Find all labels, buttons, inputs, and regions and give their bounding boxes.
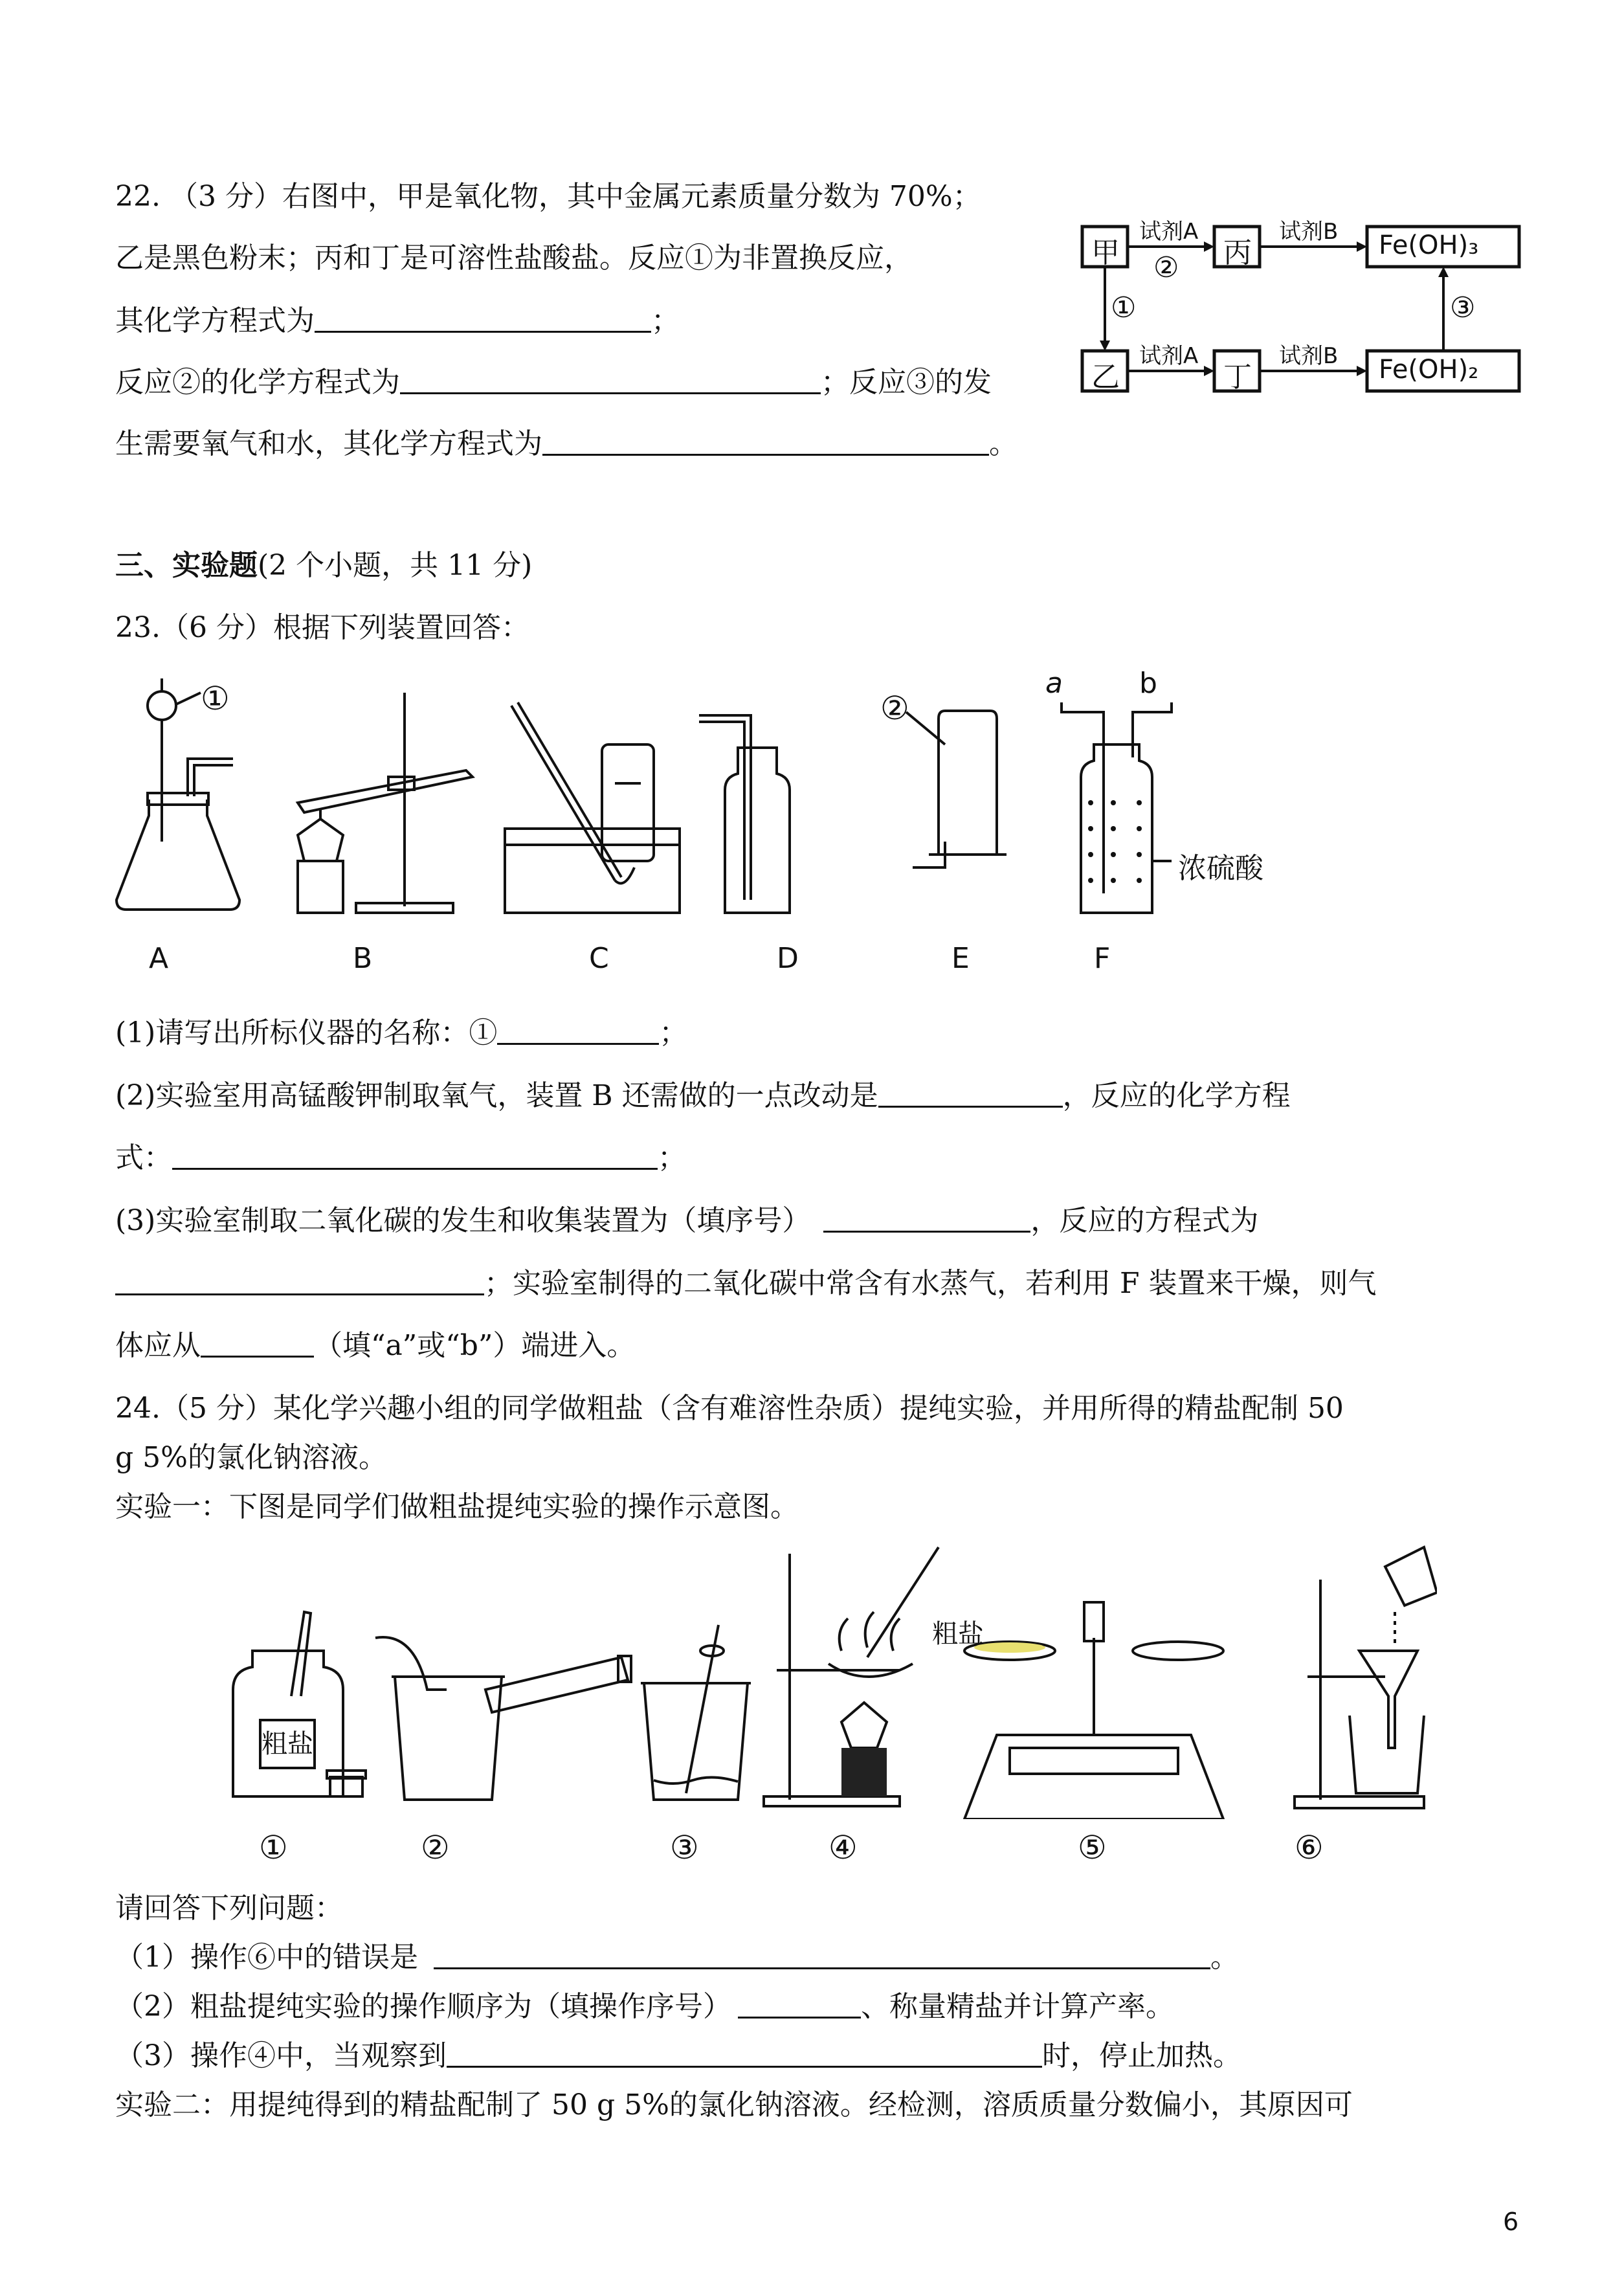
section-3-title-rest: (2 个小题，共 11 分): [258, 549, 533, 582]
operation-3-stir: [641, 1625, 751, 1800]
q23-part-3-text: (3)实验室制取二氧化碳的发生和收集装置为（填序号）: [115, 1204, 811, 1237]
q24-ask: 请回答下列问题：: [115, 1892, 343, 1925]
q24-answer-3-text: （3）操作④中，当观察到: [115, 2039, 447, 2072]
q24-answer-1: [115, 1941, 1239, 1975]
acid-label: 浓硫酸: [1178, 852, 1263, 885]
q24-answer-3-tail: 时，停止加热。: [1042, 2039, 1241, 2072]
apparatus-b: [298, 693, 473, 913]
q23-part-2: [115, 1079, 1291, 1113]
section-3-title: [115, 549, 532, 583]
apparatus-f: [1062, 702, 1172, 913]
reaction-1-label: ①: [1111, 291, 1137, 324]
answer-blank-observe[interactable]: [447, 2040, 1042, 2068]
q23-part-2-end: ；: [658, 1141, 686, 1174]
q24-answer-2: [115, 1990, 1174, 2024]
q23-part-2-cont-text: 式：: [115, 1141, 172, 1174]
answer-blank-eq1[interactable]: [315, 305, 651, 333]
apparatus-label-d: D: [777, 942, 799, 975]
mark-2: ②: [880, 689, 909, 727]
q24-answer-2-tail: 、称量精盐并计算产率。: [861, 1990, 1174, 2023]
answer-blank-error[interactable]: [434, 1941, 1210, 1969]
q23-part-3-end: [115, 1329, 635, 1363]
salt-jar-label: 粗盐: [259, 1719, 316, 1769]
apparatus-d: [699, 715, 790, 913]
q23-part-2-text: (2)实验室用高锰酸钾制取氧气，装置 B 还需做的一点改动是: [115, 1079, 878, 1112]
q22-line-3-text: 其化学方程式为: [115, 304, 315, 337]
q23-part-3-cont-text: ；实验室制得的二氧化碳中常含有水蒸气，若利用 F 装置来干燥，则气: [484, 1267, 1377, 1300]
diagram-feoh3: Fe(OH)₃: [1379, 230, 1479, 260]
operations-figure: [220, 1541, 1437, 1877]
q23-part-3-tail: ，反应的方程式为: [1030, 1204, 1259, 1237]
q23-stem: 23.（6 分）根据下列装置回答：: [115, 611, 529, 644]
q23-part-1-end: ；: [659, 1016, 688, 1049]
operation-6-filter: [1295, 1547, 1437, 1808]
salt-balance-label: 粗盐: [932, 1619, 984, 1649]
q24-exp-1: 实验一：下图是同学们做粗盐提纯实验的操作示意图。: [115, 1490, 799, 1523]
section-3-title-bold: 三、实验题: [115, 549, 258, 582]
q24-answer-1-end: 。: [1210, 1941, 1239, 1974]
reaction-3-label: ③: [1450, 291, 1476, 324]
step-4: ④: [829, 1829, 858, 1866]
operation-2-pour: [375, 1637, 631, 1800]
q23-part-2-cont: [115, 1141, 686, 1176]
q22-line-3: [115, 304, 680, 339]
answer-blank-co2-eq[interactable]: [115, 1268, 484, 1295]
q24-answer-1-text: （1）操作⑥中的错误是: [115, 1941, 418, 1974]
q23-part-1-text: (1)请写出所标仪器的名称：①: [115, 1016, 498, 1049]
diagram-yi: 乙: [1091, 361, 1120, 394]
q23-part-3-end-text: 体应从: [115, 1329, 201, 1362]
reagent-b-top: 试剂B: [1279, 219, 1339, 245]
reaction-diagram: [1074, 194, 1528, 414]
answer-blank-port[interactable]: [201, 1330, 314, 1358]
reagent-b-bottom: 试剂B: [1279, 343, 1339, 369]
answer-blank-instrument[interactable]: [497, 1017, 659, 1045]
q22-line-4-tail: ；反应③的发: [821, 366, 992, 399]
reaction-2-label: ②: [1153, 251, 1179, 284]
q24-line-1: 24.（5 分）某化学兴趣小组的同学做粗盐（含有难溶性杂质）提纯实验，并用所得的精盐配制 50: [115, 1392, 1344, 1425]
q24-line-2: g 5%的氯化钠溶液。: [115, 1441, 387, 1474]
step-6: ⑥: [1295, 1829, 1324, 1866]
q22-line-4-text: 反应②的化学方程式为: [115, 366, 400, 399]
reagent-a-bottom: 试剂A: [1139, 343, 1199, 369]
answer-blank-change[interactable]: [878, 1080, 1063, 1108]
diagram-feoh2: Fe(OH)₂: [1379, 355, 1479, 385]
operation-5-balance: [964, 1602, 1223, 1819]
diagram-jia: 甲: [1091, 236, 1120, 269]
apparatus-e: [906, 711, 1007, 867]
q23-part-3: [115, 1204, 1258, 1238]
operation-4-evaporate: [764, 1547, 939, 1806]
step-5: ⑤: [1078, 1829, 1107, 1866]
answer-blank-order[interactable]: [738, 1991, 861, 2019]
q22-line-4: [115, 366, 992, 400]
q22-line-5-text: 生需要氧气和水，其化学方程式为: [115, 427, 542, 460]
operations-drawings: [220, 1541, 1437, 1819]
mark-1: ①: [201, 680, 230, 717]
diagram-ding: 丁: [1223, 361, 1252, 394]
apparatus-label-a: A: [149, 942, 169, 975]
step-3: ③: [670, 1829, 699, 1866]
q22-line-1: 22. （3 分）右图中，甲是氧化物，其中金属元素质量分数为 70%；: [115, 180, 981, 213]
apparatus-label-c: C: [589, 942, 609, 975]
q24-answer-3: [115, 2039, 1241, 2074]
q24-exp-2: 实验二：用提纯得到的精盐配制了 50 g 5%的氯化钠溶液。经检测，溶质质量分数偏小，其原因可: [115, 2088, 1353, 2121]
diagram-bing: 丙: [1223, 236, 1252, 269]
q23-part-3-end-tail: （填“a”或“b”）端进入。: [314, 1329, 636, 1362]
q22-line-5-end: 。: [989, 427, 1018, 460]
q23-part-3-cont: [115, 1267, 1377, 1301]
reagent-a-top: 试剂A: [1139, 219, 1199, 245]
page-number: 6: [1503, 2208, 1519, 2236]
q22-line-2: 乙是黑色粉末；丙和丁是可溶性盐酸盐。反应①为非置换反应，: [115, 241, 913, 274]
answer-blank-apparatus[interactable]: [823, 1205, 1030, 1233]
apparatus-label-e: E: [951, 942, 970, 975]
answer-blank-kmno4-eq[interactable]: [172, 1142, 658, 1170]
apparatus-figure: [104, 667, 1333, 997]
apparatus-label-b: B: [353, 942, 373, 975]
answer-blank-eq2[interactable]: [400, 366, 821, 394]
q24-answer-2-text: （2）粗盐提纯实验的操作顺序为（填操作序号）: [115, 1990, 731, 2023]
answer-blank-eq3[interactable]: [542, 428, 989, 456]
apparatus-c: [505, 702, 680, 913]
q23-part-1: [115, 1016, 687, 1051]
q22-line-3-end: ；: [651, 304, 680, 337]
port-b: b: [1139, 667, 1157, 700]
step-1: ①: [259, 1829, 288, 1866]
step-2: ②: [421, 1829, 450, 1866]
apparatus-label-f: F: [1094, 942, 1111, 975]
q23-part-2-tail: ，反应的化学方程: [1062, 1079, 1291, 1112]
apparatus-drawings: [104, 673, 1333, 945]
port-a: a: [1045, 667, 1063, 700]
q22-line-5: [115, 427, 1018, 462]
